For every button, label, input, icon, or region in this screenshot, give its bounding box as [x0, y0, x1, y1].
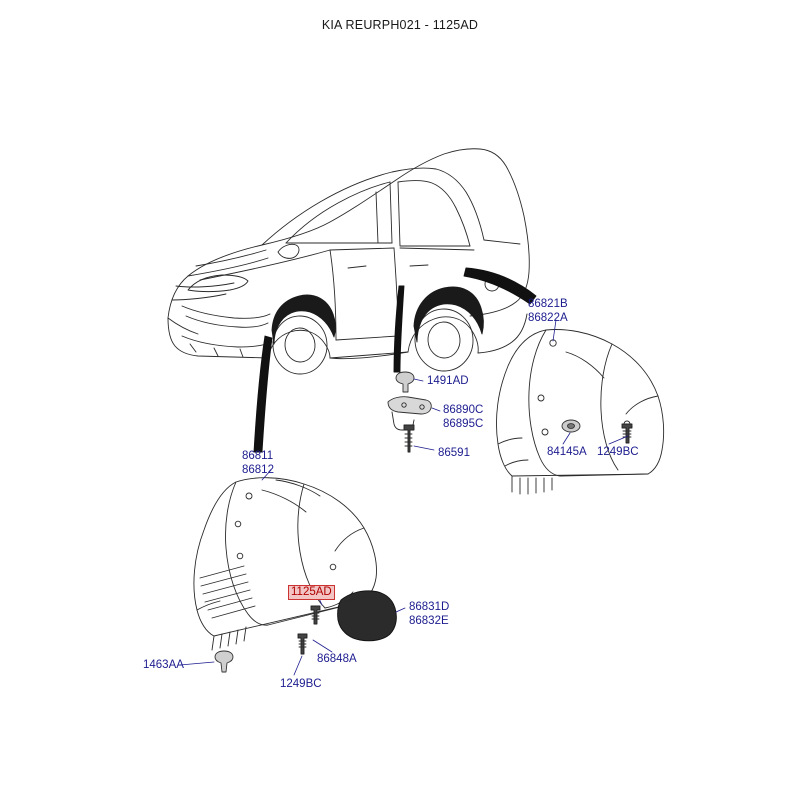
label-1463AA[interactable] [143, 659, 184, 673]
part-86821B-illustration [496, 330, 663, 494]
label-86591[interactable] [438, 447, 470, 461]
label-line: 86822A [528, 311, 568, 324]
part-86831D-illustration [338, 591, 397, 641]
label-line: 1249BC [597, 446, 639, 458]
label-86821B[interactable] [528, 298, 568, 325]
label-86848A[interactable] [317, 653, 357, 667]
part-1249BC-bottom-illustration [298, 634, 307, 654]
label-line: 86890C [443, 404, 484, 416]
label-1249BC-bottom[interactable] [280, 678, 322, 692]
label-line: 84145A [547, 446, 587, 458]
label-line: 86895C [443, 417, 484, 430]
label-line: 86831D [409, 601, 450, 613]
part-1491AD-illustration [396, 372, 414, 392]
label-1249BC-top[interactable] [597, 446, 639, 460]
label-line: 1463AA [143, 659, 184, 671]
label-line: 86848A [317, 653, 357, 665]
label-line: 86832E [409, 614, 449, 627]
label-86890C[interactable] [443, 404, 483, 431]
label-line: 86821B [528, 298, 568, 310]
label-line: 1249BC [280, 678, 322, 690]
part-86591-illustration [404, 425, 414, 452]
label-84145A[interactable] [547, 446, 587, 460]
label-line: 1491AD [427, 375, 469, 387]
label-line: 86812 [242, 463, 274, 476]
part-1125AD-illustration [311, 606, 320, 624]
label-1491AD[interactable] [427, 375, 469, 389]
label-line: 1125AD [291, 586, 332, 598]
label-86811[interactable] [242, 450, 274, 477]
page-title: KIA REURPH021 - 1125AD [321, 18, 479, 32]
part-1463AA-illustration [215, 651, 233, 672]
part-1249BC-top-illustration [622, 424, 632, 443]
vehicle-illustration [168, 149, 529, 376]
label-line: 86811 [242, 450, 274, 462]
part-84145A-illustration [562, 420, 580, 432]
label-line: 86591 [438, 447, 470, 459]
label-86831D[interactable] [409, 601, 449, 628]
label-1125AD-selected[interactable] [288, 585, 335, 600]
